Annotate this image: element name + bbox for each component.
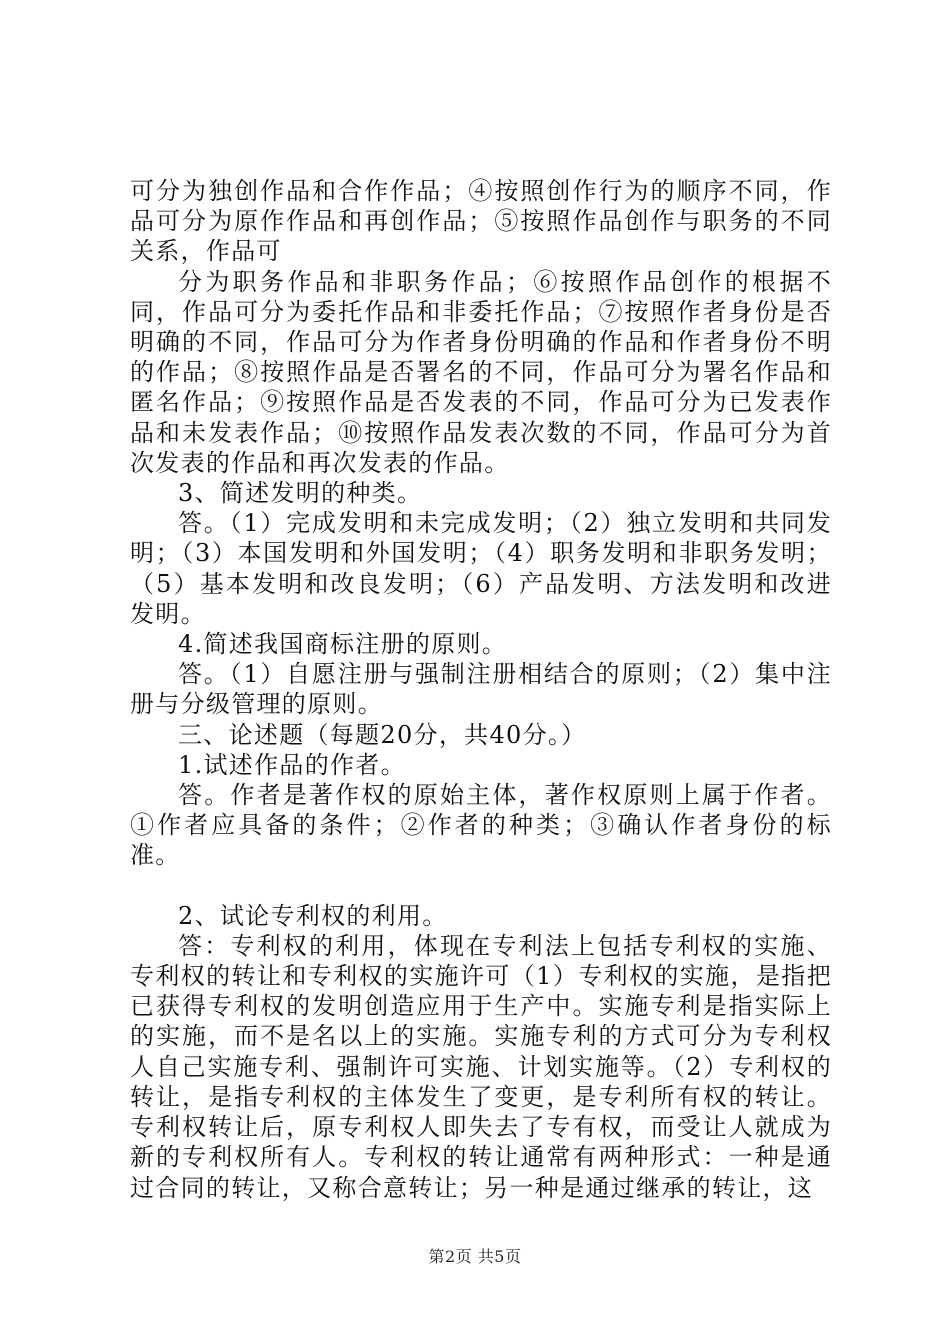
section-heading-essay: 三、论述题（每题20分，共40分。）: [178, 720, 587, 749]
answer-work-author: 答。作者是著作权的原始主体，著作权原则上属于作者。①作者应具备的条件；②作者的种类；③确认作者身份的标准。: [130, 781, 832, 870]
paragraph-work-classification: 分为职务作品和非职务作品；⑥按照作品创作的根据不同，作品可分为委托作品和非委托作品；⑦按照作者身份是否明确的不同，作品可分为作者身份明确的作品和作者身份不明的作品；⑧按照作品是否署名的不同，作品可分为署名作品和匿名作品；⑨按照作品是否发表的不同，作品可分为已发表作品和未发表作品；⑩按照作品发表次数的不同，作品可分为首次发表的作品和再次发表的作品。: [130, 267, 832, 477]
page-number-footer: 第2页 共5页: [428, 1247, 522, 1266]
paragraph-spacer: [130, 871, 832, 901]
answer-patent-use: 答：专利权的利用，体现在专利法上包括专利权的实施、专利权的转让和专利权的实施许可（1）专利权的实施，是指把已获得专利权的发明创造应用于生产中。实施专利是指实际上的实施，而不是名以上的实施。实施专利的方式可分为专利权人自己实施专利、强制许可实施、计划实施等。（2）专利权的转让，是指专利权的主体发生了变更，是专利所有权的转让。专利权转让后，原专利权人即失去了专有权，而受让人就成为新的专利权所有人。专利权的转让通常有两种形式：一种是通过合同的转让，又称合意转让；另一种是通过继承的转让，这: [130, 931, 832, 1202]
question-trademark-principles: 4.简述我国商标注册的原则。: [178, 630, 508, 659]
document-body: [130, 176, 832, 1203]
answer-trademark-principles: 答。（1）自愿注册与强制注册相结合的原则；（2）集中注册与分级管理的原则。: [130, 660, 832, 719]
paragraph-work-classification-continued: 可分为独创作品和合作作品；④按照创作行为的顺序不同，作品可分为原作作品和再创作品；⑤按照作品创作与职务的不同关系，作品可: [130, 177, 832, 266]
question-invention-types: 3、简述发明的种类。: [178, 479, 423, 508]
question-work-author: 1.试述作品的作者。: [178, 750, 406, 779]
question-patent-use: 2、试论专利权的利用。: [178, 901, 448, 930]
answer-invention-types: 答。（1）完成发明和未完成发明；（2）独立发明和共同发明；（3）本国发明和外国发明；（4）职务发明和非职务发明；（5）基本发明和改良发明；（6）产品发明、方法发明和改进发明。: [130, 509, 832, 628]
